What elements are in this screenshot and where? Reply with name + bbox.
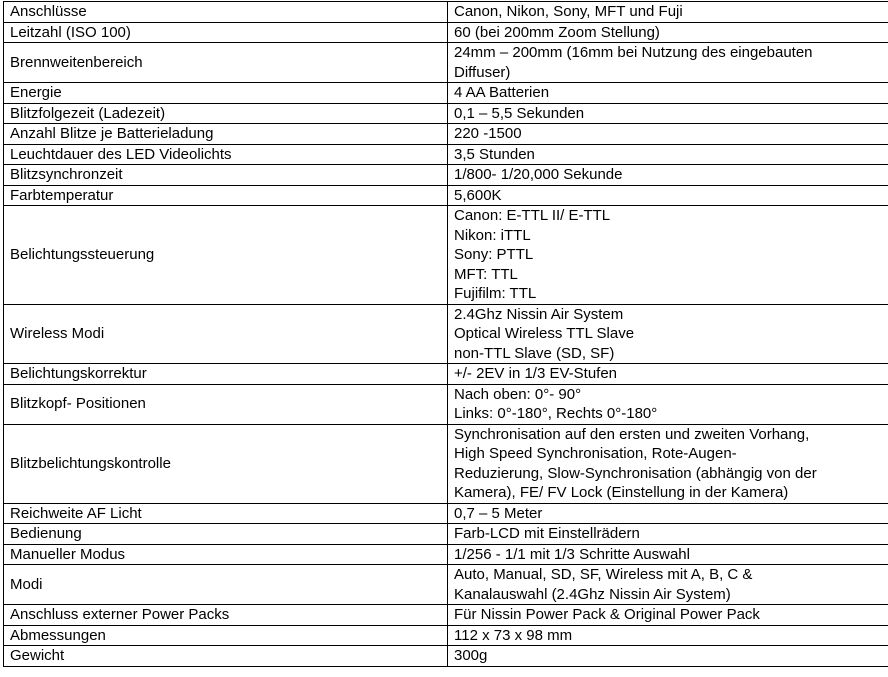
spec-label: Leitzahl (ISO 100) xyxy=(10,23,131,41)
spec-value-line: MFT: TTL xyxy=(454,265,518,283)
spec-value-line: non-TTL Slave (SD, SF) xyxy=(454,344,615,362)
spec-label: Blitzfolgezeit (Ladezeit) xyxy=(10,104,166,122)
table-row xyxy=(4,646,888,667)
spec-value-cell xyxy=(448,144,888,165)
spec-value-line: Synchronisation auf den ersten und zweiten Vorhang, xyxy=(454,425,810,443)
table-row xyxy=(4,83,888,104)
spec-label-cell xyxy=(4,544,448,565)
spec-label: Energie xyxy=(10,84,62,101)
spec-label: Anzahl Blitze je Batterieladung xyxy=(10,125,214,142)
table-row xyxy=(4,544,888,565)
spec-label-cell xyxy=(4,605,448,626)
table-row xyxy=(4,503,888,524)
spec-value-cell xyxy=(448,646,888,667)
spec-value-cell xyxy=(448,206,888,305)
spec-value-cell xyxy=(448,605,888,626)
spec-label: Blitzkopf- Positionen xyxy=(10,395,146,413)
spec-value-line: Kamera), FE/ FV Lock (Einstellung in der Kamera) xyxy=(454,484,789,501)
table-row xyxy=(4,625,888,646)
spec-value-cell xyxy=(448,524,888,545)
spec-label: Farbtemperatur xyxy=(10,186,114,204)
spec-label-cell xyxy=(4,165,448,186)
spec-value-line: +/- 2EV in 1/3 EV-Stufen xyxy=(454,365,618,382)
spec-label-cell xyxy=(4,424,448,503)
table-row xyxy=(4,144,888,165)
spec-value-line: Sony: PTTL xyxy=(454,246,534,263)
spec-value-line: 1/256 - 1/1 mit 1/3 Schritte Auswahl xyxy=(454,545,690,563)
table-row xyxy=(4,103,888,124)
table-row xyxy=(4,185,888,206)
spec-label-cell xyxy=(4,503,448,524)
spec-label-cell xyxy=(4,646,448,667)
spec-label: Anschluss externer Power Packs xyxy=(10,606,230,623)
spec-label: Modi xyxy=(10,575,43,593)
spec-label: Reichweite AF Licht xyxy=(10,504,142,522)
spec-label-cell xyxy=(4,2,448,23)
table-row xyxy=(4,424,888,503)
spec-value-line: 3,5 Stunden xyxy=(454,145,535,163)
spec-value-cell xyxy=(448,364,888,385)
table-row xyxy=(4,2,888,23)
spec-label: Gewicht xyxy=(10,647,65,664)
spec-value-cell xyxy=(448,565,888,605)
spec-value-line: 112 x 73 x 98 mm xyxy=(454,626,573,644)
spec-label: Blitzbelichtungskontrolle xyxy=(10,454,171,472)
spec-label-cell xyxy=(4,304,448,364)
spec-value-line: 0,1 – 5,5 Sekunden xyxy=(454,104,585,122)
spec-label: Leuchtdauer des LED Videolichts xyxy=(10,145,232,163)
spec-value-line: Auto, Manual, SD, SF, Wireless mit A, B, C & xyxy=(454,566,753,583)
spec-value-cell xyxy=(448,384,888,424)
spec-value-cell xyxy=(448,544,888,565)
spec-label-cell xyxy=(4,124,448,145)
spec-label-cell xyxy=(4,565,448,605)
table-row xyxy=(4,22,888,43)
spec-value-line: 5,600K xyxy=(454,186,502,204)
spec-value-cell xyxy=(448,503,888,524)
spec-value-line: Fujifilm: TTL xyxy=(454,285,537,302)
table-row xyxy=(4,565,888,605)
spec-value-line: Nikon: iTTL xyxy=(454,226,531,244)
spec-value-line: Canon: E-TTL II/ E-TTL xyxy=(454,207,611,224)
spec-label-cell xyxy=(4,185,448,206)
spec-table xyxy=(3,1,888,667)
spec-label: Belichtungssteuerung xyxy=(10,246,155,263)
table-row xyxy=(4,384,888,424)
table-row xyxy=(4,304,888,364)
spec-value-line: Nach oben: 0°- 90° xyxy=(454,385,582,403)
spec-label-cell xyxy=(4,103,448,124)
table-row xyxy=(4,43,888,83)
spec-label: Abmessungen xyxy=(10,626,106,644)
spec-value-line: Diffuser) xyxy=(454,63,511,81)
spec-value-line: 300g xyxy=(454,647,488,664)
table-row xyxy=(4,524,888,545)
spec-label: Manueller Modus xyxy=(10,545,126,563)
table-row xyxy=(4,124,888,145)
table-row xyxy=(4,605,888,626)
spec-value-line: High Speed Synchronisation, Rote-Augen- xyxy=(454,445,737,462)
table-row xyxy=(4,364,888,385)
spec-value-line: Kanalauswahl (2.4Ghz Nissin Air System) xyxy=(454,585,731,603)
spec-value-cell xyxy=(448,2,888,23)
spec-label: Blitzsynchronzeit xyxy=(10,166,123,183)
spec-value-line: Canon, Nikon, Sony, MFT und Fuji xyxy=(454,3,683,20)
spec-label: Wireless Modi xyxy=(10,325,105,342)
spec-value-cell xyxy=(448,22,888,43)
spec-value-line: Links: 0°-180°, Rechts 0°-180° xyxy=(454,405,658,422)
spec-value-cell xyxy=(448,43,888,83)
spec-label-cell xyxy=(4,22,448,43)
spec-value-line: 2.4Ghz Nissin Air System xyxy=(454,305,624,323)
spec-value-line: Optical Wireless TTL Slave xyxy=(454,325,635,342)
spec-value-cell xyxy=(448,124,888,145)
table-row xyxy=(4,206,888,305)
spec-label-cell xyxy=(4,364,448,385)
spec-value-cell xyxy=(448,103,888,124)
spec-value-cell xyxy=(448,83,888,104)
spec-label: Brennweitenbereich xyxy=(10,53,143,71)
spec-value-line: 4 AA Batterien xyxy=(454,84,550,101)
spec-value-line: 0,7 – 5 Meter xyxy=(454,504,543,522)
spec-label-cell xyxy=(4,144,448,165)
spec-value-line: Für Nissin Power Pack & Original Power Pack xyxy=(454,606,760,623)
table-row xyxy=(4,165,888,186)
spec-value-line: Reduzierung, Slow-Synchronisation (abhängig von der xyxy=(454,464,817,482)
spec-label-cell xyxy=(4,206,448,305)
spec-value-cell xyxy=(448,185,888,206)
spec-table-body xyxy=(4,2,888,667)
spec-value-cell xyxy=(448,304,888,364)
spec-value-line: 220 -1500 xyxy=(454,125,522,142)
spec-value-line: 24mm – 200mm (16mm bei Nutzung des eingebauten xyxy=(454,44,813,61)
spec-label-cell xyxy=(4,384,448,424)
spec-value-cell xyxy=(448,424,888,503)
spec-label-cell xyxy=(4,524,448,545)
spec-value-line: 60 (bei 200mm Zoom Stellung) xyxy=(454,23,660,41)
spec-label: Anschlüsse xyxy=(10,3,87,20)
spec-label: Bedienung xyxy=(10,525,82,542)
spec-value-line: Farb-LCD mit Einstellrädern xyxy=(454,525,640,542)
spec-label-cell xyxy=(4,43,448,83)
spec-label: Belichtungskorrektur xyxy=(10,365,147,382)
spec-label-cell xyxy=(4,83,448,104)
spec-value-line: 1/800- 1/20,000 Sekunde xyxy=(454,166,623,183)
spec-label-cell xyxy=(4,625,448,646)
spec-value-cell xyxy=(448,165,888,186)
spec-value-cell xyxy=(448,625,888,646)
